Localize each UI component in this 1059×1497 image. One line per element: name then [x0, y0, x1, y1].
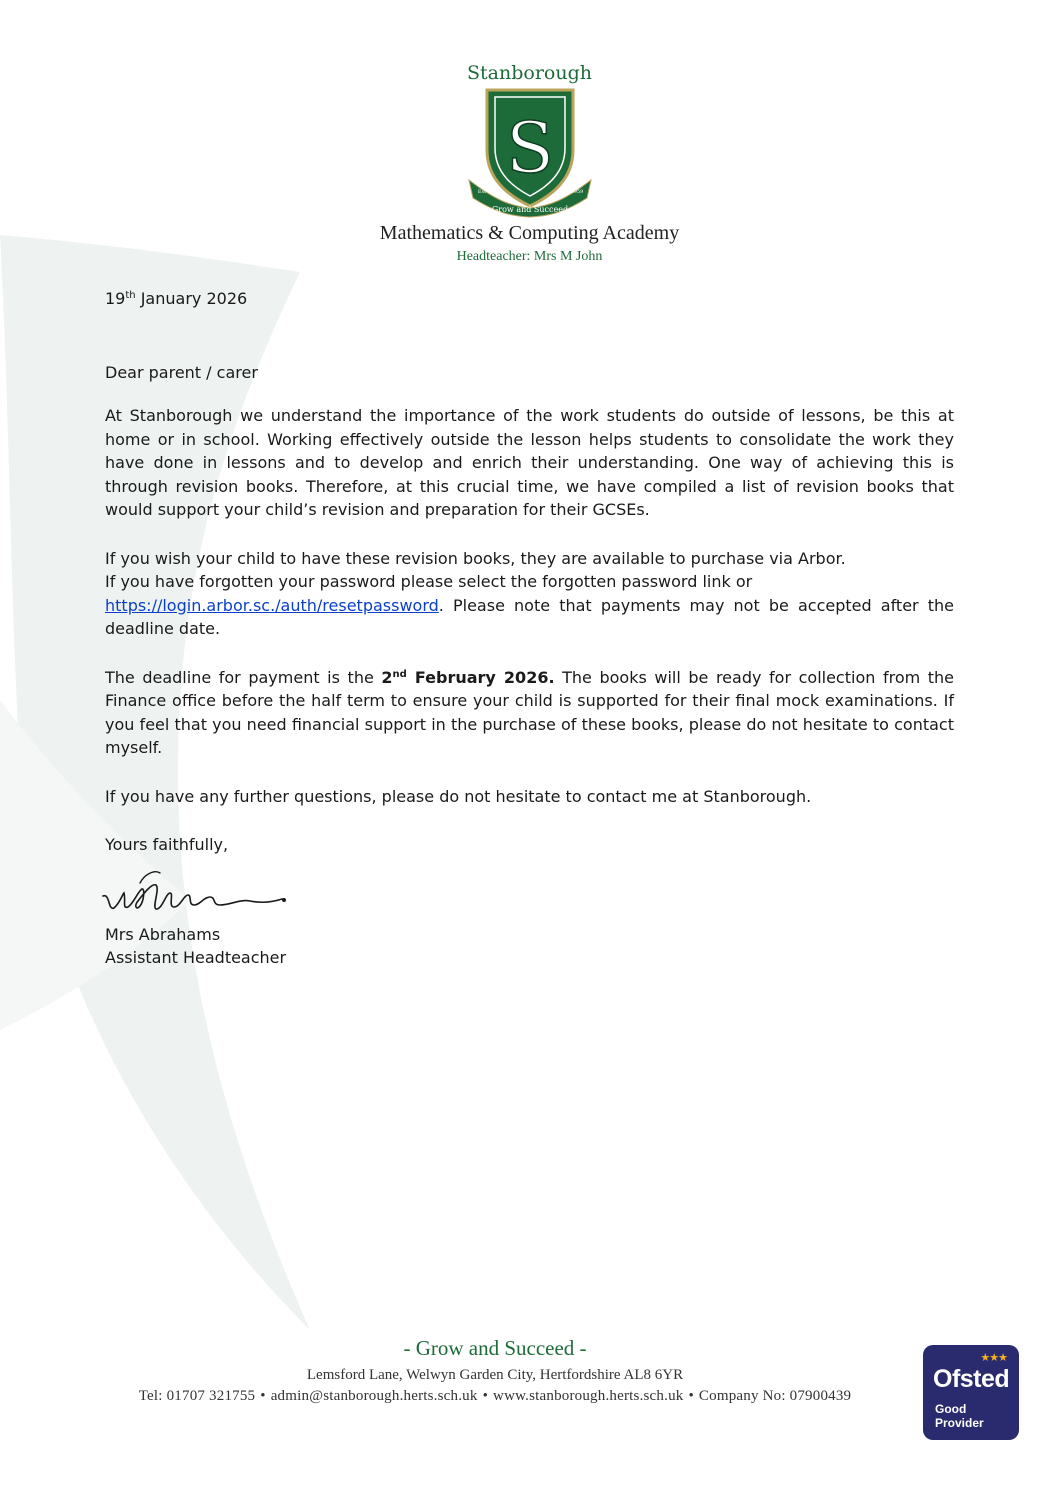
svg-text:1959: 1959 — [570, 189, 583, 195]
footer-company-number: Company No: 07900439 — [698, 1388, 852, 1404]
signature-image — [100, 863, 290, 923]
letterhead — [0, 60, 1059, 265]
paragraph-deadline: The deadline for payment is the 2nd February 2026. The books will be ready for collection from the Finance office before the half term to ensure your child is supported for their final mock examinations. If you feel that you need financial support in the purchase of these books, please do not hesitate to contact myself. — [105, 667, 955, 757]
signatory-name: Mrs Abrahams — [105, 924, 221, 944]
ofsted-rating: Good Provider — [935, 1402, 984, 1430]
footer-website: www.stanborough.herts.sch.uk — [493, 1388, 684, 1404]
footer-email: admin@stanborough.herts.sch.uk — [270, 1388, 478, 1404]
letter-footer — [0, 1336, 990, 1405]
school-crest-icon — [465, 88, 595, 218]
paragraph-arbor: If you wish your child to have these revision books, they are available to purchase via Arbor. If you have forgotten your password please select the forgotten password link or https://login.arbor.sc./auth/resetpassword. Please note that payments may not be accepted after the deadline date. — [105, 548, 954, 638]
ofsted-stars-icon: ★★★ — [980, 1351, 1007, 1364]
svg-text:Grow and Succeed: Grow and Succeed — [491, 205, 568, 214]
ofsted-name: Ofsted — [933, 1365, 1010, 1393]
svg-text:Est: Est — [477, 189, 486, 195]
deadline-date: 2nd February 2026. — [381, 667, 555, 687]
svg-text:S: S — [505, 107, 554, 189]
footer-address: Lemsford Lane, Welwyn Garden City, Hertfordshire AL8 6YR — [306, 1367, 684, 1383]
closing: Yours faithfully, — [105, 835, 229, 854]
school-name: Stanborough — [467, 62, 592, 84]
academy-title: Mathematics & Computing Academy — [379, 222, 680, 244]
signatory-title: Assistant Headteacher — [105, 948, 287, 967]
paragraph-intro: At Stanborough we understand the importance of the work students do outside of lessons, be this at home or in school. Working effectively outside the lesson helps students to consolidate the work they have done in lessons and to develop and enrich their understanding. One way of achieving this is through revision books. Therefore, at this crucial time, we have compiled a list of revision books that would support your child’s revision and preparation for their GCSEs. — [105, 406, 954, 519]
paragraph-questions: If you have any further questions, please do not hesitate to contact me at Stanborough. — [105, 786, 812, 806]
footer-contacts: Tel: 01707 321755 • admin@stanborough.herts.sch.uk • www.stanborough.herts.sch.uk • Company No: 07900439 — [138, 1388, 852, 1404]
footer-motto: - Grow and Succeed - — [403, 1336, 587, 1360]
letter-body — [105, 287, 954, 970]
salutation: Dear parent / carer — [105, 362, 258, 382]
headteacher-line: Headteacher: Mrs M John — [456, 249, 603, 264]
letter-date: 19th January 2026 — [105, 289, 248, 308]
footer-telephone: Tel: 01707 321755 — [138, 1388, 256, 1404]
ofsted-badge — [923, 1345, 1019, 1440]
reset-password-link[interactable]: https://login.arbor.sc./auth/resetpassword — [105, 595, 439, 615]
